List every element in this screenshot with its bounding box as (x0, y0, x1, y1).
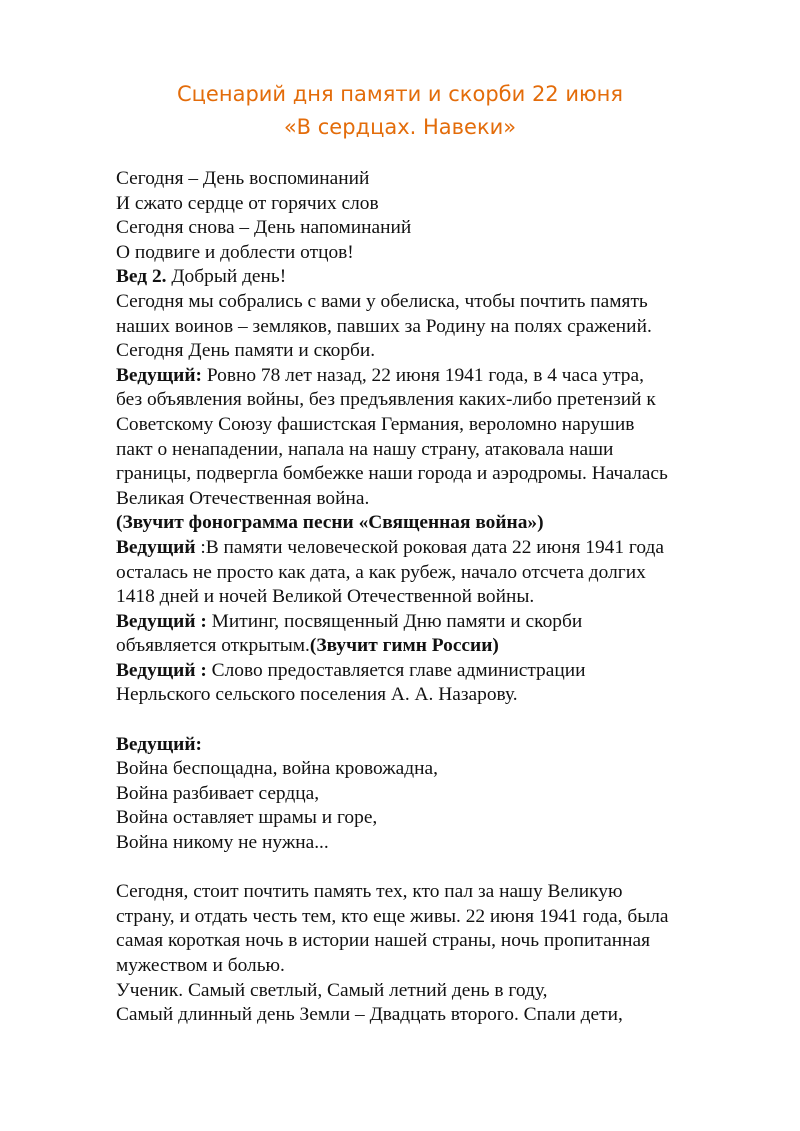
poem-line: Война беспощадна, война кровожадна, (116, 758, 438, 780)
poem-line: Война разбивает сердца, (116, 782, 320, 804)
text-line (116, 536, 756, 561)
speaker-label: Ведущий: (116, 364, 202, 386)
speech-text: объявляется открытым. (116, 635, 310, 657)
poem-line: Война никому не нужна... (116, 832, 329, 854)
text-line: пакт о ненападении, напала на нашу страну, атаковала наши (116, 438, 614, 460)
text-line (116, 364, 756, 389)
speech-text: Ровно 78 лет назад, 22 июня 1941 года, в 4 часа утра, (201, 364, 644, 386)
text-line: Сегодня снова – День напоминаний (116, 217, 412, 239)
paragraph-gap (116, 708, 756, 733)
speech-text: :В памяти человеческой роковая дата 22 июня 1941 года (195, 536, 664, 558)
document-title (0, 78, 800, 144)
text-line: границы, подвергла бомбежке наши города и аэродромы. Началась (116, 463, 668, 485)
speaker-label: Вед 2. (116, 266, 167, 288)
stage-direction: (Звучит фонограмма песни «Священная война») (116, 512, 544, 534)
title-line-2: «В сердцах. Навеки» (283, 115, 517, 139)
title-line-1: Сценарий дня памяти и скорби 22 июня (176, 82, 624, 106)
text-line: Советскому Союзу фашистская Германия, вероломно нарушив (116, 413, 635, 435)
text-line: Сегодня мы собрались с вами у обелиска, чтобы почтить память (116, 290, 648, 312)
poem-line: Война оставляет шрамы и горе, (116, 807, 378, 829)
text-line (116, 610, 756, 635)
speech-text: Добрый день! (166, 266, 287, 288)
text-line: Сегодня – День воспоминаний (116, 168, 370, 189)
text-line: страну, и отдать честь тем, кто еще живы. 22 июня 1941 года, была (116, 905, 669, 927)
text-line: О подвиге и доблести отцов! (116, 241, 354, 263)
text-line: Сегодня, стоит почтить память тех, кто пал за нашу Великую (116, 881, 623, 903)
paragraph-gap (116, 856, 756, 881)
text-line: наших воинов – земляков, павших за Родину на полях сражений. (116, 315, 652, 337)
text-line (116, 659, 756, 684)
speaker-label: Ведущий : (116, 659, 207, 681)
speaker-label: Ведущий (116, 536, 196, 558)
text-line (116, 265, 756, 290)
text-line: без объявления войны, без предъявления каких-либо претензий к (116, 389, 656, 411)
text-line: 1418 дней и ночей Великой Отечественной войны. (116, 586, 535, 608)
text-line: самая короткая ночь в истории нашей страны, ночь пропитанная (116, 930, 651, 952)
document-body (116, 167, 756, 1028)
text-line: И сжато сердце от горячих слов (116, 192, 379, 214)
speech-text: Слово предоставляется главе администрации (206, 659, 586, 681)
text-line (116, 634, 756, 659)
text-line: Великая Отечественная война. (116, 487, 370, 509)
text-line: осталась не просто как дата, а как рубеж, начало отсчета долгих (116, 561, 646, 583)
text-line: мужеством и болью. (116, 955, 285, 976)
speaker-label: Ведущий : (116, 610, 207, 632)
stage-direction: (Звучит гимн России) (309, 635, 499, 657)
speaker-label: Ведущий: (116, 733, 202, 755)
text-line: Нерльского сельского поселения А. А. Назарову. (116, 684, 518, 706)
speech-text: Митинг, посвященный Дню памяти и скорби (206, 610, 583, 632)
text-line: Сегодня День памяти и скорби. (116, 340, 376, 362)
text-line: Самый длинный день Земли – Двадцать второго. Спали дети, (116, 1004, 623, 1026)
text-line: Ученик. Самый светлый, Самый летний день в году, (116, 979, 548, 1001)
